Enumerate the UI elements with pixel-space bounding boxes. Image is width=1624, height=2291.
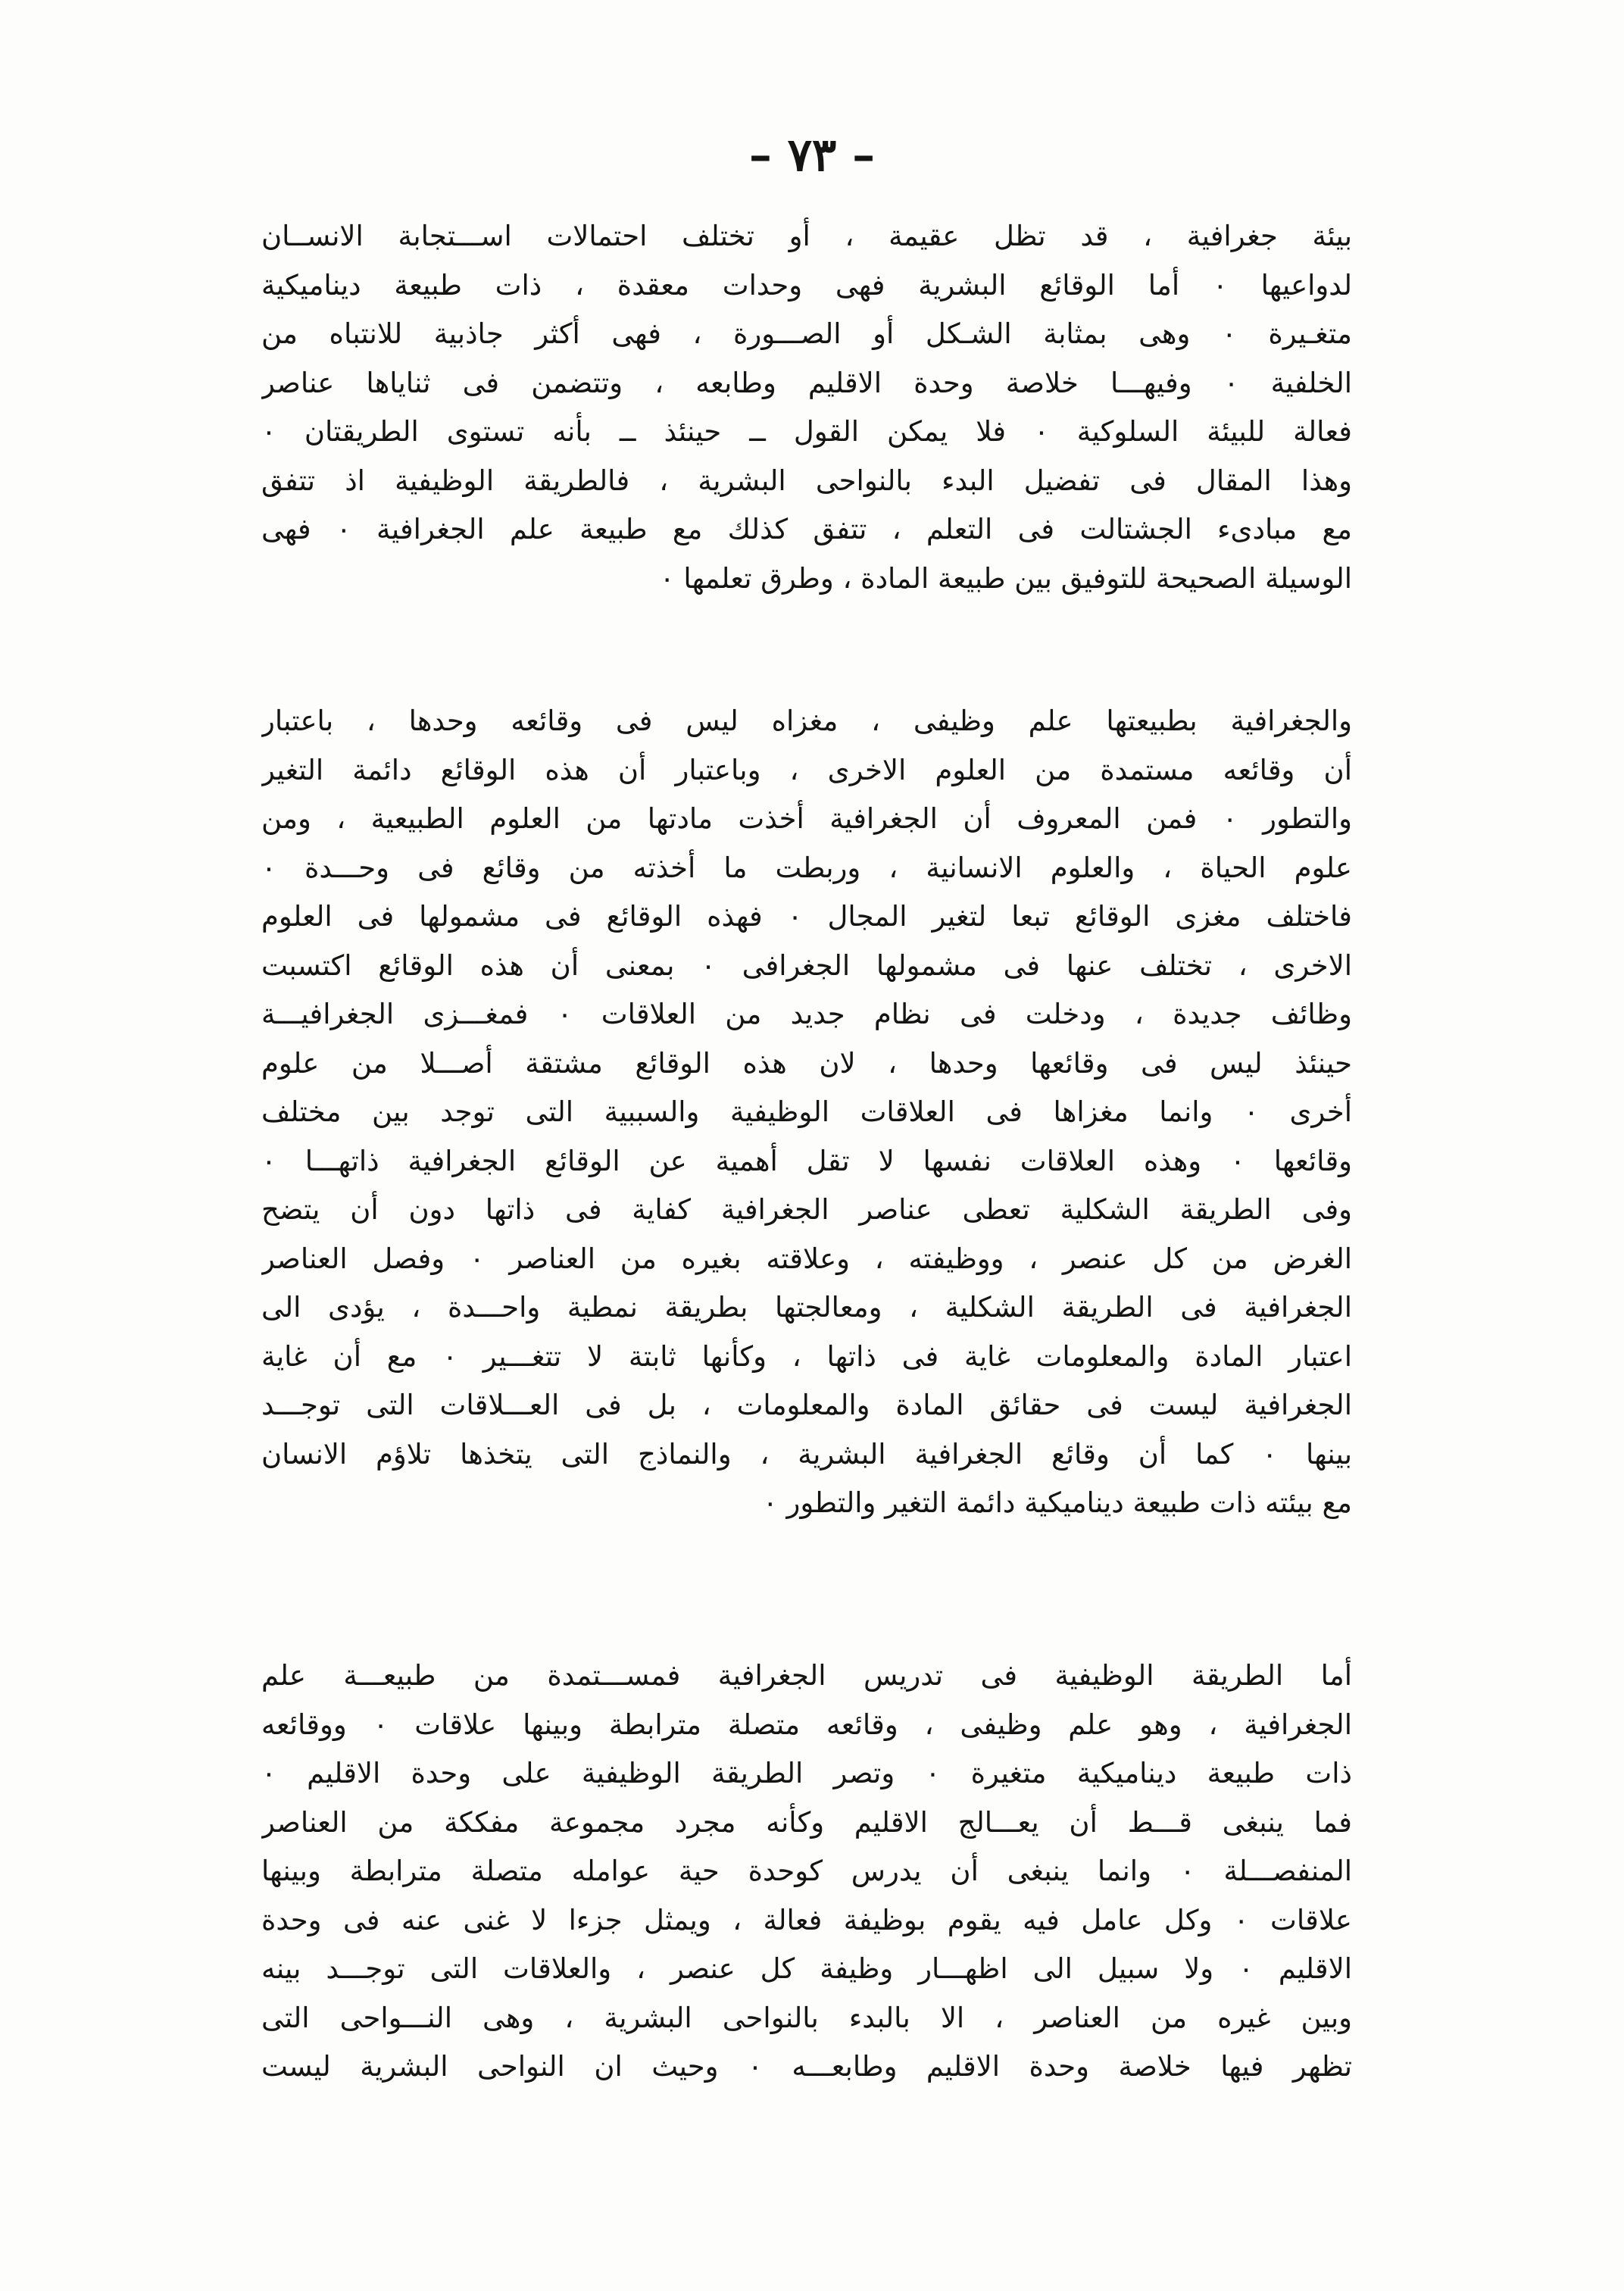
text-line: وهذا المقال فى تفضيل البدء بالنواحى البشرية ، فالطريقة الوظيفية اذ تتفق [261,464,1352,497]
text-line: تظهر فيها خلاصة وحدة الاقليم وطابعـــه ٠ وحيث ان النواحى البشرية ليست [261,2050,1352,2083]
text-line: فاختلف مغزى الوقائع تبعا لتغير المجال ٠ فهذه الوقائع فى مشمولها فى العلوم [261,900,1352,933]
text-line: اعتبار المادة والمعلومات غاية فى ذاتها ، وكأنها ثابتة لا تتغـــير ٠ مع أن غاية [261,1339,1352,1373]
text-line: أن وقائعه مستمدة من العلوم الاخرى ، وباعتبار أن هذه الوقائع دائمة التغير [261,753,1352,786]
text-line: بينها ٠ كما أن وقائع الجغرافية البشرية ، والنماذج التى يتخذها تلاؤم الانسان [261,1437,1352,1471]
text-line: علاقات ٠ وكل عامل فيه يقوم بوظيفة فعالة ، ويمثل جزءا لا غنى عنه فى وحدة [261,1903,1352,1936]
text-line: بيئة جغرافية ، قد تظل عقيمة ، أو تختلف احتمالات اســـتجابة الانســان [261,220,1352,252]
paragraph-1 [261,212,1352,603]
text-line: والجغرافية بطبيعتها علم وظيفى ، مغزاه ليس فى وقائعه وحدها ، باعتبار [261,705,1352,737]
text-line: الوسيلة الصحيحة للتوفيق بين طبيعة المادة ، وطرق تعلمها ٠ [659,561,1352,595]
paragraph-3 [261,1652,1352,2092]
text-line: متغـيرة ٠ وهى بمثابة الشـكل أو الصـــورة ، فهى أكثر جاذبية للانتباه من [261,317,1352,350]
text-line: الاقليم ٠ ولا سبيل الى اظهـــار وظيفة كل عنصر ، والعلاقات التى توجـــد بينه [261,1952,1352,1985]
text-line: وظائف جديدة ، ودخلت فى نظام جديد من العلاقات ٠ فمغـــزى الجغرافيـــة [261,998,1352,1030]
text-line: أخرى ٠ وانما مغزاها فى العلاقات الوظيفية والسببية التى توجد بين مختلف [261,1095,1352,1128]
page-number: – ٧٣ – [748,129,876,182]
text-line: مع مبادىء الجشتالت فى التعلم ، تتفق كذلك مع طبيعة علم الجغرافية ٠ فهى [261,513,1352,545]
text-line: علوم الحياة ، والعلوم الانسانية ، وربطت ما أخذته من وقائع فى وحـــدة ٠ [261,851,1352,884]
text-line: وبين غيره من العناصر ، الا بالبدء بالنواحى البشرية ، وهى النـــواحى التى [261,2001,1352,2034]
text-line: الغرض من كل عنصر ، ووظيفته ، وعلاقته بغيره من العناصر ٠ وفصل العناصر [261,1242,1352,1275]
paragraph-2 [261,697,1352,1528]
text-line: مع بيئته ذات طبيعة ديناميكية دائمة التغير والتطور ٠ [762,1486,1352,1519]
text-line: وفى الطريقة الشكلية تعطى عناصر الجغرافية كفاية فى ذاتها دون أن يتضح [261,1193,1352,1226]
text-line: والتطور ٠ فمن المعروف أن الجغرافية أخذت مادتها من العلوم الطبيعية ، ومن [261,802,1352,835]
text-line: الجغرافية ، وهو علم وظيفى ، وقائعه متصلة مترابطة وبينها علاقات ٠ ووقائعه [261,1708,1352,1741]
text-line: الجغرافية فى الطريقة الشكلية ، ومعالجتها بطريقة نمطية واحـــدة ، يؤدى الى [261,1291,1352,1324]
text-line: حينئذ ليس فى وقائعها وحدها ، لان هذه الوقائع مشتقة أصـــلا من علوم [261,1046,1352,1080]
text-line: الاخرى ، تختلف عنها فى مشمولها الجغرافى ٠ بمعنى أن هذه الوقائع اكتسبت [261,949,1352,982]
text-line: لدواعيها ٠ أما الوقائع البشرية فهى وحدات معقدة ، ذات طبيعة ديناميكية [261,268,1352,302]
text-line: أما الطريقة الوظيفية فى تدريس الجغرافية فمســـتمدة من طبيعـــة علم [261,1659,1352,1692]
text-line: الخلفية ٠ وفيهـــا خلاصة وحدة الاقليم وطابعه ، وتتضمن فى ثناياها عناصر [261,366,1352,399]
text-line: وقائعها ٠ وهذه العلاقات نفسها لا تقل أهمية عن الوقائع الجغرافية ذاتهـــا ٠ [261,1144,1352,1177]
text-line: المنفصـــلة ٠ وانما ينبغى أن يدرس كوحدة حية عوامله متصلة مترابطة وبينها [261,1855,1352,1887]
text-line: فعالة للبيئة السلوكية ٠ فلا يمكن القول ــ حينئذ ــ بأنه تستوى الطريقتان ٠ [261,415,1352,448]
text-line: فما ينبغى قـــط أن يعـــالج الاقليم وكأنه مجرد مجموعة مفككة من العناصر [261,1805,1352,1839]
text-line: الجغرافية ليست فى حقائق المادة والمعلومات ، بل فى العـــلاقات التى توجـــد [261,1389,1352,1421]
text-line: ذات طبيعة ديناميكية متغيرة ٠ وتصر الطريقة الوظيفية على وحدة الاقليم ٠ [261,1757,1352,1789]
